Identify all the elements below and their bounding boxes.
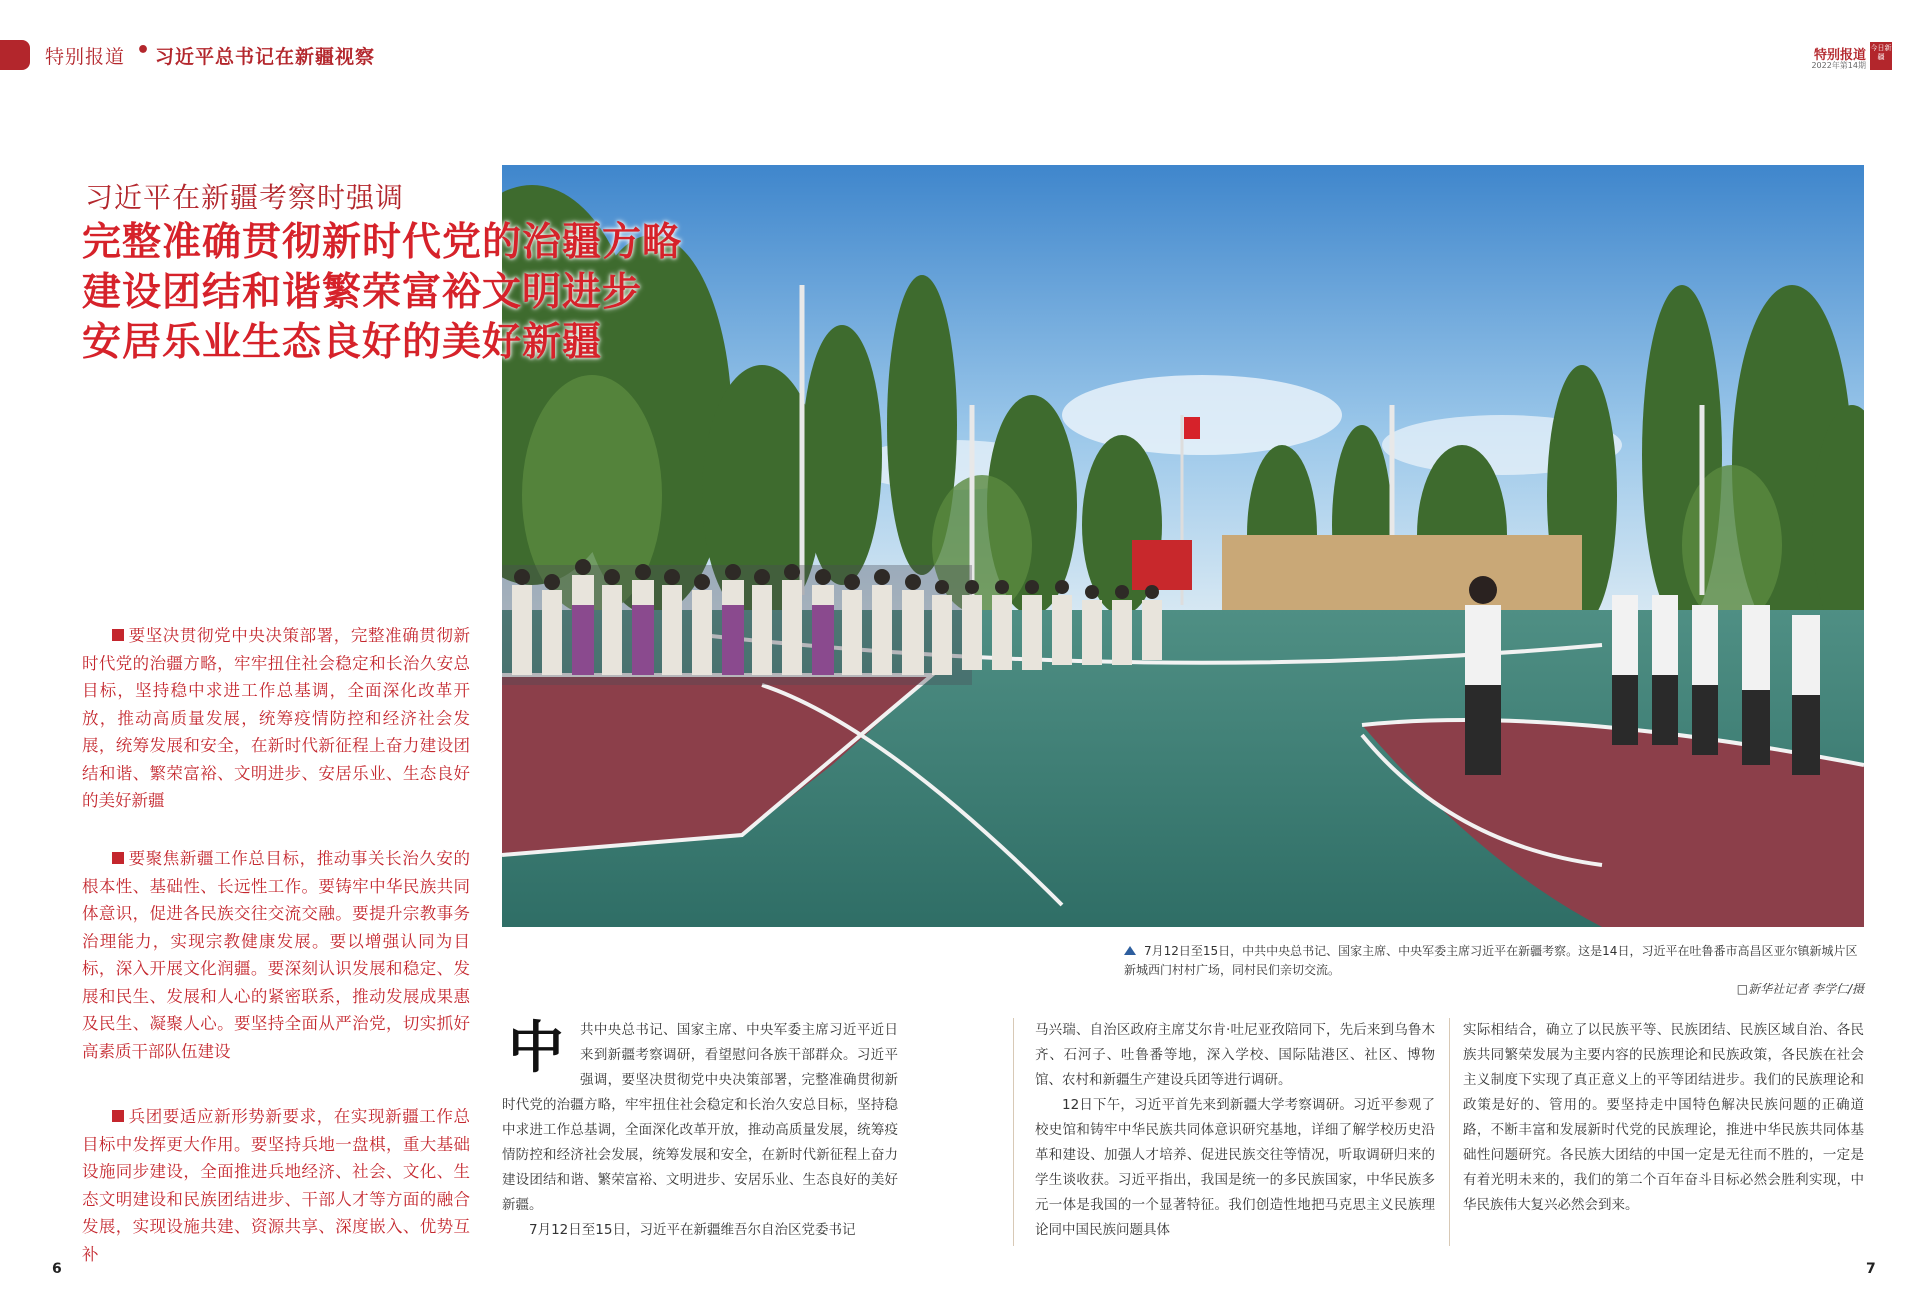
- header-section: 特别报道: [45, 46, 126, 68]
- page-number-left: 6: [52, 1261, 62, 1277]
- body-column-2: [1035, 1018, 1435, 1243]
- summary-paragraph-2: [82, 845, 470, 1065]
- photo-credit: □新华社记者 李学仁/摄: [1736, 982, 1864, 996]
- headline-kicker: 习近平在新疆考察时强调: [85, 181, 405, 214]
- photo-caption: [1124, 942, 1864, 980]
- headline-line-1: 完整准确贯彻新时代党的治疆方略: [82, 220, 683, 265]
- feature-photo: [502, 165, 1864, 927]
- magazine-logo: 今日新疆: [1870, 42, 1892, 70]
- page-number-right: 7: [1866, 1261, 1876, 1277]
- summary-paragraph-3: [82, 1103, 470, 1268]
- section-tab-marker: [0, 40, 30, 70]
- column-divider: [1013, 1018, 1014, 1246]
- body-column-1: [502, 1015, 898, 1243]
- header-right-title: 特别报道: [1813, 48, 1866, 63]
- caption-triangle-icon: [1124, 946, 1136, 955]
- bullet-square-icon: [112, 1110, 124, 1122]
- body-paragraph: 共中央总书记、国家主席、中央军委主席习近平近日来到新疆考察调研，看望慰问各族干部群众。习近平强调，要坚决贯彻党中央决策部署，完整准确贯彻新时代党的治疆方略，牢牢扭住社会稳定和长治久安总目标，坚持稳中求进工作总基调，全面深化改革开放，推动高质量发展，统筹疫情防控和经济社会发展，统筹发展和安全，在新时代新征程上奋力建设团结和谐、繁荣富裕、文明进步、安居乐业、生态良好的美好新疆。: [502, 1022, 898, 1213]
- body-column-3: [1463, 1018, 1864, 1218]
- body-paragraph: 12日下午，习近平首先来到新疆大学考察调研。习近平参观了校史馆和铸牢中华民族共同体意识研究基地，详细了解学校历史沿革和建设、加强人才培养、促进民族交往等情况，听取调研归来的学生谈收获。习近平指出，我国是统一的多民族国家，中华民族多元一体是我国的一个显著特征。我们创造性地把马克思主义民族理论同中国民族问题具体: [1035, 1097, 1435, 1238]
- headline: [82, 218, 682, 368]
- summary-text-3: 兵团要适应新形势新要求，在实现新疆工作总目标中发挥更大作用。要坚持兵地一盘棋，重大基础设施同步建设，全面推进兵地经济、社会、文化、生态文明建设和民族团结进步、干部人才等方面的融合发展，实现设施共建、资源共享、深度嵌入、优势互补: [82, 1107, 470, 1264]
- body-paragraph: 7月12日至15日，习近平在新疆维吾尔自治区党委书记: [529, 1222, 856, 1238]
- header-title: 习近平总书记在新疆视察: [155, 46, 376, 68]
- caption-text: 7月12日至15日，中共中央总书记、国家主席、中央军委主席习近平在新疆考察。这是14日，习近平在吐鲁番市高昌区亚尔镇新城片区新城西门村村广场，同村民们亲切交流。: [1124, 944, 1858, 977]
- bullet-square-icon: [112, 852, 124, 864]
- body-paragraph: 实际相结合，确立了以民族平等、民族团结、民族区域自治、各民族共同繁荣发展为主要内容的民族理论和民族政策，各民族在社会主义制度下实现了真正意义上的平等团结进步。我们的民族理论和政策是好的、管用的。要坚持走中国特色解决民族问题的正确道路，不断丰富和发展新时代党的民族理论，推进中华民族共同体基础性问题研究。各民族大团结的中国一定是无往而不胜的，一定是有着光明未来的，我们的第二个百年奋斗目标必然会胜利实现，中华民族伟大复兴必然会到来。: [1463, 1022, 1864, 1213]
- body-paragraph: 马兴瑞、自治区政府主席艾尔肯·吐尼亚孜陪同下，先后来到乌鲁木齐、石河子、吐鲁番等地，深入学校、国际陆港区、社区、博物馆、农村和新疆生产建设兵团等进行调研。: [1035, 1022, 1435, 1088]
- summary-text-1: 要坚决贯彻党中央决策部署，完整准确贯彻新时代党的治疆方略，牢牢扭住社会稳定和长治久安总目标，坚持稳中求进工作总基调，全面深化改革开放，推动高质量发展，统筹疫情防控和经济社会发展，统筹发展和安全，在新时代新征程上奋力建设团结和谐、繁荣富裕、文明进步、安居乐业、生态良好的美好新疆: [82, 626, 470, 810]
- headline-line-3: 安居乐业生态良好的美好新疆: [82, 320, 603, 365]
- summary-paragraph-1: [82, 622, 470, 815]
- header-issue: 2022年第14期: [1811, 61, 1866, 70]
- summary-text-2: 要聚焦新疆工作总目标，推动事关长治久安的根本性、基础性、长远性工作。要铸牢中华民族共同体意识，促进各民族交往交流交融。要提升宗教事务治理能力，实现宗教健康发展。要以增强认同为目标，深入开展文化润疆。要深刻认识发展和稳定、发展和民生、发展和人心的紧密联系，推动发展成果惠及民生、凝聚人心。要坚持全面从严治党，切实抓好高素质干部队伍建设: [82, 849, 470, 1061]
- column-divider: [1449, 1018, 1450, 1246]
- bullet-square-icon: [112, 629, 124, 641]
- drop-cap: 中: [508, 1015, 564, 1081]
- header-dot: •: [136, 38, 151, 63]
- photo-illustration: [502, 165, 1864, 927]
- headline-line-2: 建设团结和谐繁荣富裕文明进步: [82, 270, 643, 315]
